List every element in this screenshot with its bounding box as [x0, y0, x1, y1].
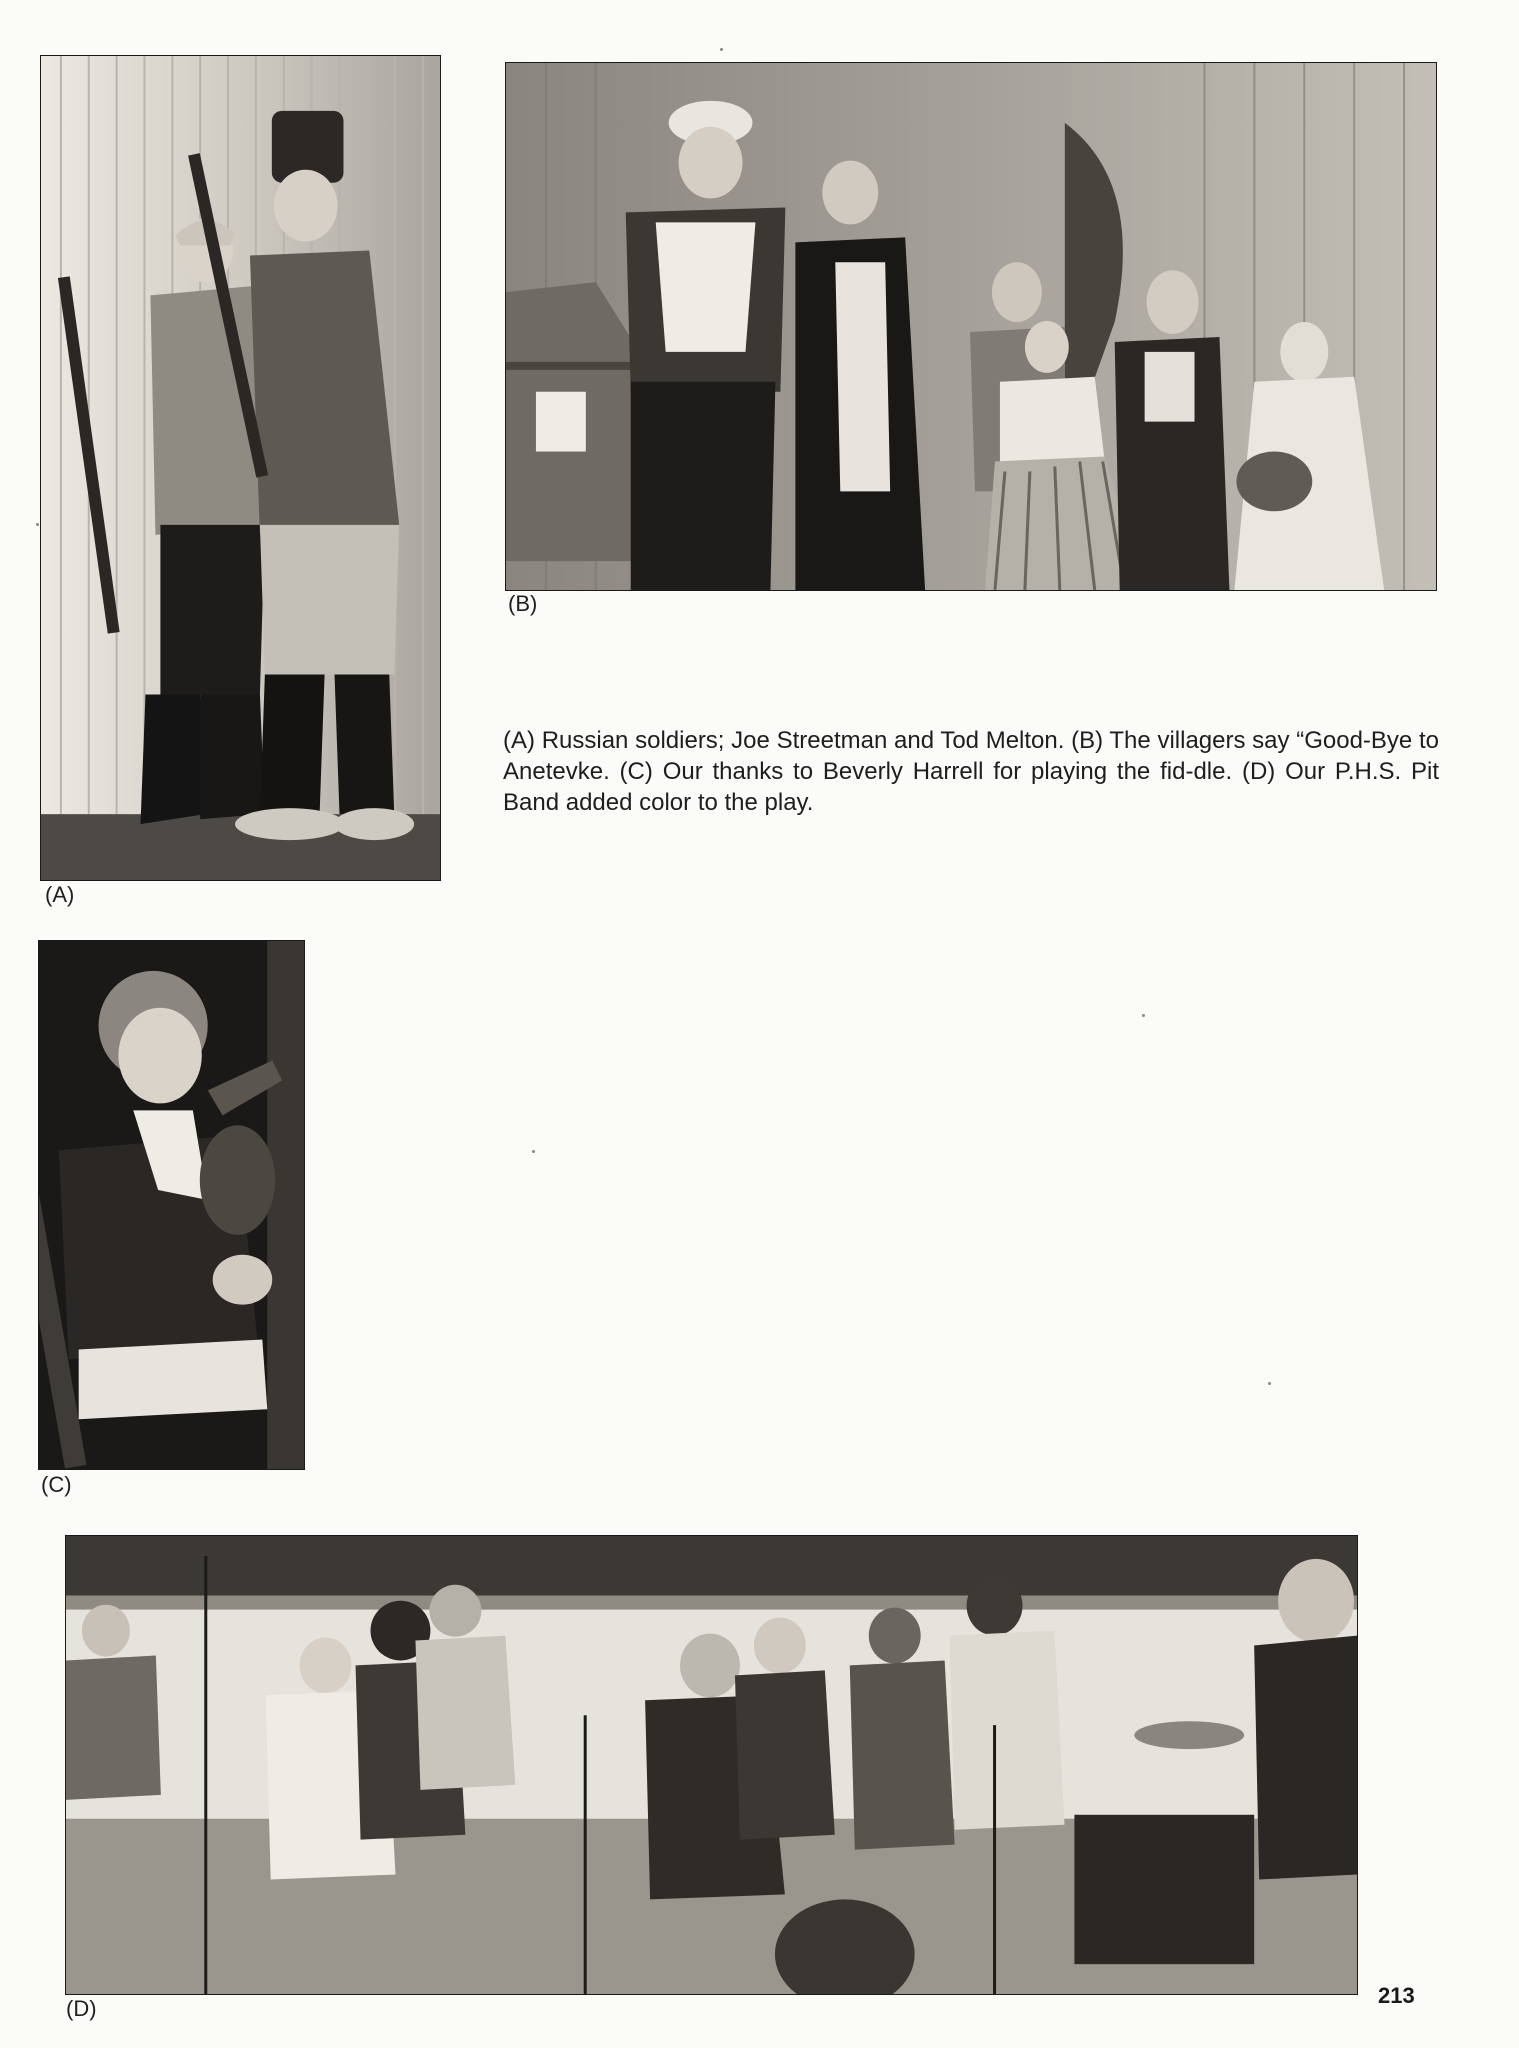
photo-a-image [41, 56, 440, 880]
photo-c-fiddle-player [38, 940, 305, 1470]
paper-speck [36, 523, 39, 526]
paper-speck [532, 1150, 535, 1153]
photo-a-label: (A) [45, 882, 75, 907]
page-number: 213 [1378, 1983, 1415, 2008]
photo-c-image [39, 941, 304, 1469]
paper-speck [720, 48, 723, 51]
photo-c-label: (C) [41, 1472, 72, 1497]
paper-speck [1268, 1382, 1271, 1385]
photo-d-pit-band [65, 1535, 1358, 1995]
photo-a-russian-soldiers [40, 55, 441, 881]
photo-b-villagers [505, 62, 1437, 591]
photo-d-label: (D) [66, 1996, 97, 2021]
photo-d-image [66, 1536, 1357, 1994]
paper-speck [1142, 1014, 1145, 1017]
photo-b-label: (B) [508, 591, 538, 616]
photo-b-image [506, 63, 1436, 590]
photo-caption: (A) Russian soldiers; Joe Streetman and Tod Melton. (B) The villagers say “Good-Bye to Anetevke. (C) Our thanks to Beverly Harrell for playing the fid-dle. (D) Our P.H.S. Pit Band added color to the play. [503, 727, 1439, 816]
